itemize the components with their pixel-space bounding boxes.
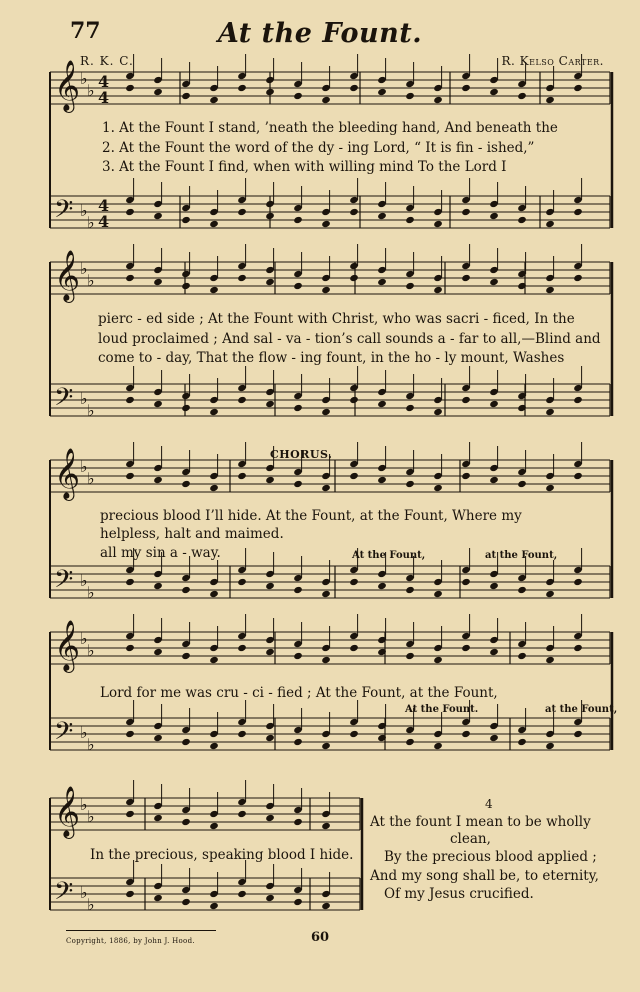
system2-bass-note xyxy=(489,400,499,408)
system5-bass-note xyxy=(125,890,135,898)
treble-clef-icon: 𝄞 xyxy=(54,250,81,301)
system5-treble-note xyxy=(265,814,275,822)
system5-bass-note xyxy=(181,898,191,906)
system1-treble-note xyxy=(293,92,303,100)
system5-treble-note xyxy=(237,810,247,818)
system2-treble-note xyxy=(377,278,387,286)
system4-bass-note xyxy=(153,734,163,742)
treble-clef-icon: 𝄞 xyxy=(54,60,81,111)
system3-treble-note xyxy=(461,472,471,480)
system3-treble-note xyxy=(293,480,303,488)
system5-treble-note xyxy=(181,818,191,826)
system3-treble-note xyxy=(349,472,359,480)
system1-treble-note xyxy=(237,84,247,92)
system3-treble-note xyxy=(433,484,443,492)
lyric-s2-verse1: pierc - ed side ; At the Fount with Christ, who was sacri - ficed, In the xyxy=(98,311,575,327)
system4-bass-note xyxy=(573,730,583,738)
bass-cue-s4-1: At the Fount. xyxy=(405,704,479,715)
system4-treble-note xyxy=(461,644,471,652)
treble-clef-icon: 𝄞 xyxy=(54,620,81,671)
time-signature-digit: 4 xyxy=(98,72,110,91)
verse4-line1: At the fount I mean to be wholly xyxy=(370,814,591,830)
flat-icon: ♭ xyxy=(87,81,95,100)
system4-bass-note xyxy=(209,742,219,750)
system5-bass-note xyxy=(237,890,247,898)
system2-bass-note xyxy=(433,408,443,416)
system5-bass-note xyxy=(209,902,219,910)
system4-bass-note xyxy=(321,742,331,750)
lyric-s3-line3: all my sin a - way. xyxy=(100,545,221,561)
lyric-s2-verse3: come to - day, That the flow - ing fount, in the ho - ly mount, Washes xyxy=(98,350,565,366)
page-number: 60 xyxy=(310,930,330,945)
hymn-number: 77 xyxy=(70,18,101,44)
system4-bass-note xyxy=(433,742,443,750)
treble-clef-icon: 𝄞 xyxy=(54,448,81,499)
flat-icon: ♭ xyxy=(87,213,95,232)
flat-icon: ♭ xyxy=(80,723,88,742)
flat-icon: ♭ xyxy=(87,807,95,826)
system3-bass-note xyxy=(209,590,219,598)
system3-bass-note xyxy=(461,578,471,586)
system3-treble-note xyxy=(573,472,583,480)
bass-cue-s4-2: at the Fount, xyxy=(545,704,618,715)
system1-treble-note xyxy=(209,96,219,104)
system2-treble-note xyxy=(265,278,275,286)
lyricist-initials: R. K. C. xyxy=(80,54,134,68)
verse4-number: 4 xyxy=(485,797,493,811)
system3-bass-note xyxy=(181,586,191,594)
verse4-line2: clean, xyxy=(450,831,491,847)
flat-icon: ♭ xyxy=(80,69,88,88)
flat-icon: ♭ xyxy=(87,895,95,914)
bass-clef-icon: 𝄢 xyxy=(54,877,74,912)
system1-bass-note xyxy=(461,208,471,216)
system4-bass-note xyxy=(461,730,471,738)
system3-bass-note xyxy=(405,586,415,594)
system2-treble-note xyxy=(181,282,191,290)
system5-treble-note xyxy=(293,818,303,826)
system2-treble-note xyxy=(349,274,359,282)
system4-bass-note xyxy=(237,730,247,738)
system2-bass-note xyxy=(153,400,163,408)
system4-treble-note xyxy=(181,652,191,660)
system4-treble-note xyxy=(265,648,275,656)
system1-bass-note xyxy=(181,216,191,224)
hymn-title: At the Fount. xyxy=(217,18,423,49)
bass-clef-icon: 𝄢 xyxy=(54,717,74,752)
flat-icon: ♭ xyxy=(80,201,88,220)
system1-treble-note xyxy=(125,84,135,92)
system2-bass-note xyxy=(545,408,555,416)
system4-bass-note xyxy=(125,730,135,738)
system3-bass-note xyxy=(265,582,275,590)
system1-bass-note xyxy=(489,212,499,220)
copyright-notice: Copyright, 1886, by John J. Hood. xyxy=(66,937,195,945)
system1-treble-note xyxy=(377,88,387,96)
system1-treble-note xyxy=(405,92,415,100)
bass-clef-icon: 𝄢 xyxy=(54,383,74,418)
system3-treble-note xyxy=(321,484,331,492)
system2-treble-note xyxy=(405,282,415,290)
system2-bass-note xyxy=(265,400,275,408)
system1-bass-note xyxy=(321,220,331,228)
system1-bass-note xyxy=(433,220,443,228)
system4-treble-note xyxy=(545,656,555,664)
system1-bass-note xyxy=(517,216,527,224)
system3-treble-note xyxy=(265,476,275,484)
system2-treble-note xyxy=(545,286,555,294)
system2-treble-note xyxy=(321,286,331,294)
system3-treble-note xyxy=(237,472,247,480)
system2-treble-note xyxy=(573,274,583,282)
system2-bass-note xyxy=(237,396,247,404)
system3-treble-note xyxy=(517,480,527,488)
system1-bass-note xyxy=(237,208,247,216)
system4-treble-note xyxy=(517,652,527,660)
system3-bass-note xyxy=(321,590,331,598)
system5-treble-note xyxy=(209,822,219,830)
system1-treble-note xyxy=(321,96,331,104)
system2-bass-note xyxy=(181,404,191,412)
system2-bass-note xyxy=(461,396,471,404)
lyric-s3-line1: precious blood I’ll hide. At the Fount, at the Fount, Where my xyxy=(100,508,522,524)
system4-treble-note xyxy=(405,652,415,660)
system3-treble-note xyxy=(377,476,387,484)
system5-bass-note xyxy=(265,894,275,902)
system4-bass-note xyxy=(293,738,303,746)
system3-bass-note xyxy=(433,590,443,598)
system4-bass-note xyxy=(545,742,555,750)
time-signature-digit: 4 xyxy=(98,88,110,107)
system4-treble-note xyxy=(153,648,163,656)
system5-treble-note xyxy=(153,814,163,822)
flat-icon: ♭ xyxy=(80,629,88,648)
system1-treble-note xyxy=(517,92,527,100)
system1-treble-note xyxy=(545,96,555,104)
system4-bass-note xyxy=(489,734,499,742)
system1-bass-note xyxy=(377,212,387,220)
system3-bass-note xyxy=(573,578,583,586)
lyric-s1-verse3: 3. At the Fount I find, when with willing mind To the Lord I xyxy=(102,159,507,175)
system3-treble-note xyxy=(125,472,135,480)
system4-treble-note xyxy=(293,652,303,660)
system2-bass-note xyxy=(573,396,583,404)
system1-bass-note xyxy=(125,208,135,216)
flat-icon: ♭ xyxy=(87,469,95,488)
system4-treble-note xyxy=(573,644,583,652)
system4-bass-note xyxy=(181,738,191,746)
flat-icon: ♭ xyxy=(87,641,95,660)
bass-clef-icon: 𝄢 xyxy=(54,195,74,230)
verse4-line3: By the precious blood applied ; xyxy=(384,849,597,865)
system3-bass-note xyxy=(517,586,527,594)
system4-bass-note xyxy=(349,730,359,738)
system2-bass-note xyxy=(293,404,303,412)
flat-icon: ♭ xyxy=(80,457,88,476)
flat-icon: ♭ xyxy=(87,401,95,420)
system1-bass-note xyxy=(405,216,415,224)
system2-bass-note xyxy=(125,396,135,404)
system3-bass-note xyxy=(377,582,387,590)
lyric-s1-verse2: 2. At the Fount the word of the dy - ing Lord, “ It is fin - ished,” xyxy=(102,140,535,156)
composer-name: R. Kelso Carter. xyxy=(501,54,604,68)
system2-treble-note xyxy=(461,274,471,282)
flat-icon: ♭ xyxy=(87,735,95,754)
system5-treble-note xyxy=(321,822,331,830)
verse4-line5: Of my Jesus crucified. xyxy=(384,886,534,902)
time-signature-digit: 4 xyxy=(98,212,110,231)
system1-bass-note xyxy=(349,208,359,216)
bass-cue-s3-1: At the Fount, xyxy=(352,550,426,561)
system3-treble-note xyxy=(181,480,191,488)
system3-bass-note xyxy=(153,582,163,590)
system2-bass-note xyxy=(321,408,331,416)
system1-treble-note xyxy=(461,84,471,92)
system3-bass-note xyxy=(545,590,555,598)
system1-bass-note xyxy=(293,216,303,224)
system5-bass-note xyxy=(293,898,303,906)
system2-treble-note xyxy=(209,286,219,294)
system1-bass-note xyxy=(209,220,219,228)
system1-treble-note xyxy=(349,84,359,92)
system3-treble-note xyxy=(209,484,219,492)
system2-treble-note xyxy=(433,286,443,294)
system2-treble-note xyxy=(125,274,135,282)
bass-cue-s3-2: at the Fount, xyxy=(485,550,558,561)
lyric-s2-verse2: loud proclaimed ; And sal - va - tion’s call sounds a - far to all,—Blind and xyxy=(98,331,601,347)
system4-treble-note xyxy=(125,644,135,652)
system4-treble-note xyxy=(209,656,219,664)
system3-bass-note xyxy=(349,578,359,586)
flat-icon: ♭ xyxy=(80,795,88,814)
flat-icon: ♭ xyxy=(87,583,95,602)
system4-bass-note xyxy=(405,738,415,746)
system2-bass-note xyxy=(349,396,359,404)
system4-treble-note xyxy=(237,644,247,652)
system4-treble-note xyxy=(349,644,359,652)
system4-treble-note xyxy=(489,648,499,656)
verse4-line4: And my song shall be, to eternity, xyxy=(370,868,599,884)
system3-bass-note xyxy=(125,578,135,586)
system1-treble-note xyxy=(573,84,583,92)
system1-bass-note xyxy=(153,212,163,220)
system2-treble-note xyxy=(293,282,303,290)
flat-icon: ♭ xyxy=(87,271,95,290)
lyric-s3-line2: helpless, halt and maimed. xyxy=(100,526,284,542)
time-signature-digit: 4 xyxy=(98,196,110,215)
system3-bass-note xyxy=(489,582,499,590)
flat-icon: ♭ xyxy=(80,389,88,408)
system2-bass-note xyxy=(405,404,415,412)
system2-treble-note xyxy=(153,278,163,286)
system3-treble-note xyxy=(153,476,163,484)
bass-clef-icon: 𝄢 xyxy=(54,565,74,600)
system3-treble-note xyxy=(489,476,499,484)
system4-bass-note xyxy=(517,738,527,746)
system4-treble-note xyxy=(433,656,443,664)
system1-bass-note xyxy=(545,220,555,228)
system5-bass-note xyxy=(153,894,163,902)
system3-treble-note xyxy=(545,484,555,492)
system1-treble-note xyxy=(153,88,163,96)
system1-treble-note xyxy=(181,92,191,100)
system1-bass-note xyxy=(573,208,583,216)
lyric-s5-line1: In the precious, speaking blood I hide. xyxy=(90,847,354,863)
lyric-s4-line1: Lord for me was cru - ci - fied ; At the Fount, at the Fount, xyxy=(100,685,498,701)
system2-treble-note xyxy=(489,278,499,286)
flat-icon: ♭ xyxy=(80,259,88,278)
system3-treble-note xyxy=(405,480,415,488)
flat-icon: ♭ xyxy=(80,883,88,902)
system1-treble-note xyxy=(489,88,499,96)
system2-bass-note xyxy=(377,400,387,408)
flat-icon: ♭ xyxy=(80,571,88,590)
system2-treble-note xyxy=(237,274,247,282)
treble-clef-icon: 𝄞 xyxy=(54,786,81,837)
system1-treble-note xyxy=(433,96,443,104)
chorus-label: CHORUS. xyxy=(270,448,333,461)
system5-treble-note xyxy=(125,810,135,818)
system2-bass-note xyxy=(209,408,219,416)
lyric-s1-verse1: 1. At the Fount I stand, ’neath the bleeding hand, And beneath the xyxy=(102,120,558,136)
system3-bass-note xyxy=(293,586,303,594)
system4-bass-note xyxy=(265,734,275,742)
system5-bass-note xyxy=(321,902,331,910)
system3-bass-note xyxy=(237,578,247,586)
system4-treble-note xyxy=(321,656,331,664)
